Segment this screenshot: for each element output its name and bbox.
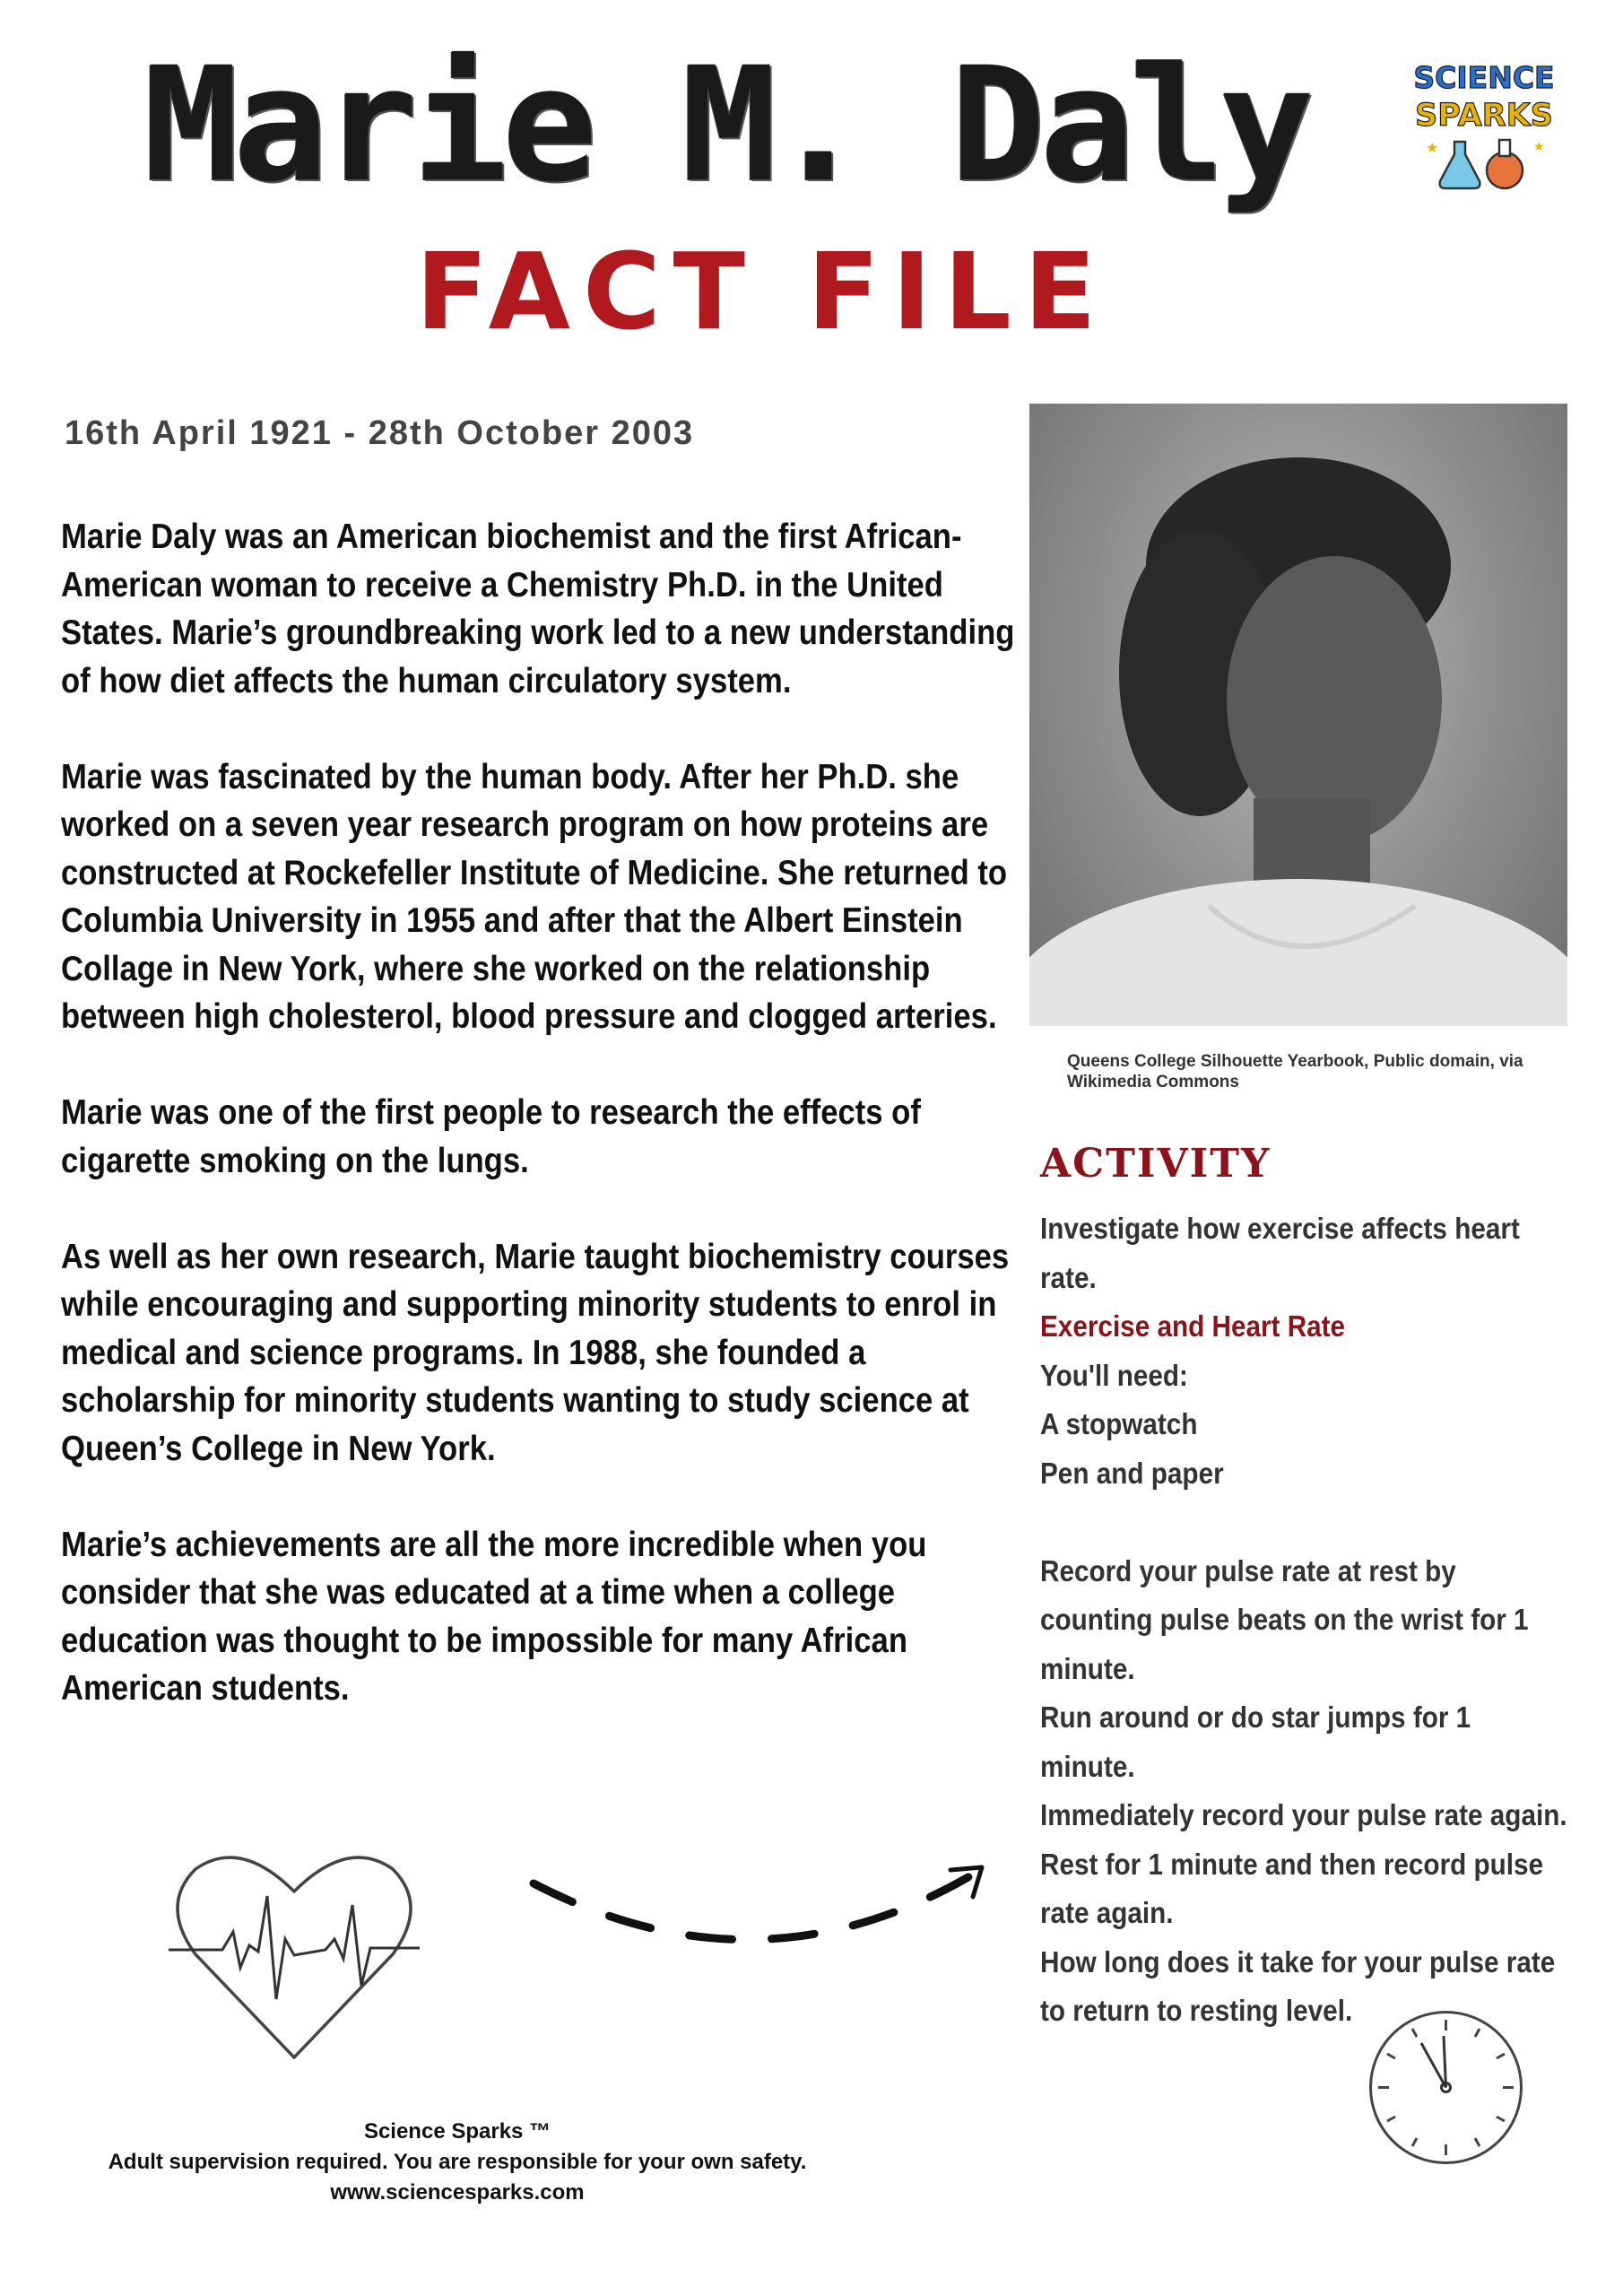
portrait-photo xyxy=(1029,404,1567,1026)
logo-line1: SCIENCE xyxy=(1413,60,1555,95)
bio-paragraph: Marie Daly was an American biochemist and the first African-American woman to receive a Chemistry Ph.D. in the United States. Marie’s groundbreaking work led to a new understanding of how diet affects the human circulatory system. xyxy=(61,517,1015,700)
activity-heading: ACTIVITY xyxy=(1040,1141,1271,1187)
life-dates: 16th April 1921 - 28th October 2003 xyxy=(65,414,695,452)
activity-subtitle: Exercise and Heart Rate xyxy=(1040,1309,1346,1343)
activity-step: Run around or do star jumps for 1 minute. xyxy=(1040,1700,1471,1783)
portrait-silhouette xyxy=(1029,404,1567,1026)
biography xyxy=(61,513,1029,1761)
needs-label: You'll need: xyxy=(1040,1358,1188,1392)
heart-pulse-icon xyxy=(169,1842,420,2066)
footer-url[interactable]: www.sciencesparks.com xyxy=(330,2180,585,2205)
activity-section xyxy=(1040,1205,1573,2036)
spacer xyxy=(1040,1498,1573,1547)
activity-intro: Investigate how exercise affects heart rate. xyxy=(1040,1212,1520,1294)
activity-step: Rest for 1 minute and then record pulse rate again. xyxy=(1040,1847,1544,1929)
activity-step: Record your pulse rate at rest by counting pulse beats on the wrist for 1 minute. xyxy=(1040,1553,1529,1685)
svg-text:★: ★ xyxy=(1426,141,1439,156)
photo-caption: Queens College Silhouette Yearbook, Public domain, via Wikimedia Commons xyxy=(1067,1052,1523,1091)
bio-paragraph: Marie’s achievements are all the more incredible when you consider that she was educated at a time when a college education was thought to be impossible for many African American students. xyxy=(61,1525,927,1708)
science-sparks-logo xyxy=(1399,54,1569,197)
bio-paragraph: As well as her own research, Marie taught biochemistry courses while encouraging and supporting minority students to enrol in medical and science programs. In 1988, she founded a scholarship for minority students wanting to study science at Queen’s College in New York. xyxy=(61,1237,1010,1468)
bio-paragraph: Marie was one of the first people to research the effects of cigarette smoking on the lungs. xyxy=(61,1093,921,1180)
footer-brand: Science Sparks ™ xyxy=(363,2119,551,2144)
page-subtitle: FACT FILE xyxy=(415,230,1109,353)
activity-step: How long does it take for your pulse rate to return to resting level. xyxy=(1040,1944,1556,2027)
clock-icon xyxy=(1367,2009,1524,2166)
flask-icon xyxy=(1426,139,1545,188)
svg-text:★: ★ xyxy=(1533,139,1545,153)
footer xyxy=(54,2117,861,2208)
need-item: A stopwatch xyxy=(1040,1407,1198,1440)
activity-step: Immediately record your pulse rate again. xyxy=(1040,1798,1567,1831)
footer-notice: Adult supervision required. You are responsible for your own safety. xyxy=(108,2150,807,2174)
page-title: Marie M. Daly xyxy=(143,33,1309,217)
bio-paragraph: Marie was fascinated by the human body. After her Ph.D. she worked on a seven year research program on how proteins are constructed at Rockefeller Institute of Medicine. She returned to Columbia University in 1955 and after that the Albert Einstein Collage in New York, where she worked on the relationship between high cholesterol, blood pressure and clogged arteries. xyxy=(61,757,1008,1036)
need-item: Pen and paper xyxy=(1040,1456,1224,1490)
logo-line2: SPARKS xyxy=(1414,98,1554,134)
dashed-arrow-icon xyxy=(525,1857,995,1960)
